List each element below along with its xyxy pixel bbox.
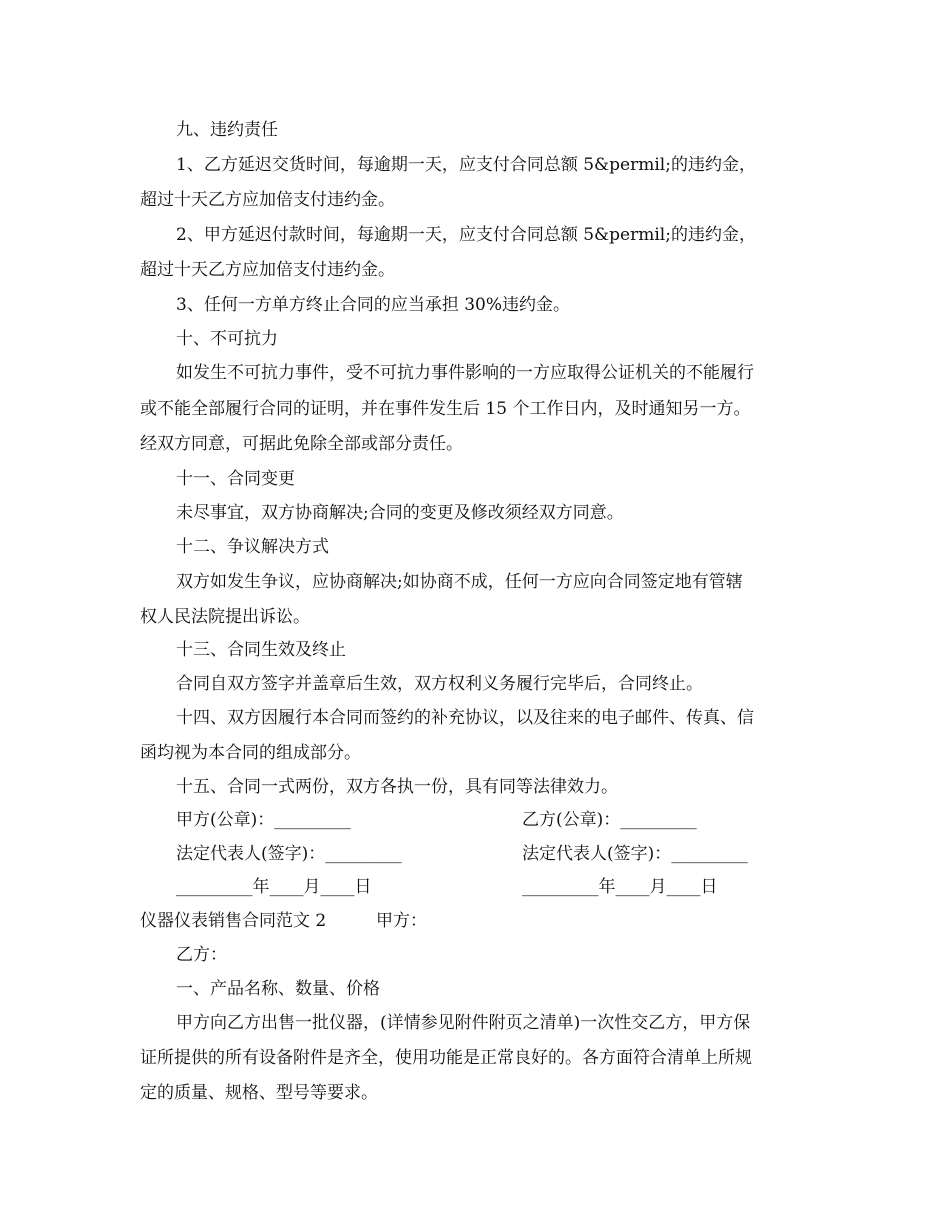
paragraph-line: 超过十天乙方应加倍支付违约金。 xyxy=(140,260,395,280)
paragraph-line: 十五、合同一式两份，双方各执一份，具有同等法律效力。 xyxy=(176,777,618,797)
section-heading-force-majeure: 十、不可抗力 xyxy=(176,329,278,349)
paragraph-line: 证所提供的所有设备附件是齐全，使用功能是正常良好的。各方面符合清单上所规 xyxy=(140,1048,752,1068)
section-heading-dispute: 十二、争议解决方式 xyxy=(176,537,329,557)
paragraph-line: 双方如发生争议，应协商解决;如协商不成，任何一方应向合同签定地有管辖 xyxy=(176,572,743,592)
paragraph-line: 十四、双方因履行本合同而签约的补充协议，以及往来的电子邮件、传真、信 xyxy=(176,708,754,728)
paragraph-line: 经双方同意，可据此免除全部或部分责任。 xyxy=(140,434,463,454)
contract2-section1-heading: 一、产品名称、数量、价格 xyxy=(176,979,380,999)
paragraph-line: 权人民法院提出诉讼。 xyxy=(140,607,310,627)
party-a-seal: 甲方(公章)：_________ xyxy=(176,810,351,830)
party-a-representative: 法定代表人(签字)：_________ xyxy=(176,844,402,864)
section-heading-breach: 九、违约责任 xyxy=(176,120,278,140)
party-b-representative: 法定代表人(签字)：_________ xyxy=(522,844,748,864)
section-heading-change: 十一、合同变更 xyxy=(176,469,295,489)
section-heading-effect: 十三、合同生效及终止 xyxy=(176,640,346,660)
contract2-party-b: 乙方： xyxy=(176,945,227,965)
paragraph-line: 合同自双方签字并盖章后生效，双方权利义务履行完毕后，合同终止。 xyxy=(176,674,703,694)
paragraph-line: 定的质量、规格、型号等要求。 xyxy=(140,1083,378,1103)
party-a-date: _________年____月____日 xyxy=(176,877,372,897)
paragraph-line: 函均视为本合同的组成部分。 xyxy=(140,743,361,763)
paragraph-line: 或不能全部履行合同的证明，并在事件发生后 15 个工作日内，及时通知另一方。 xyxy=(140,399,751,419)
paragraph-line: 如发生不可抗力事件，受不可抗力事件影响的一方应取得公证机关的不能履行 xyxy=(176,363,754,383)
contract2-title: 仪器仪表销售合同范文 2 xyxy=(140,911,327,931)
paragraph-line: 2、甲方延迟付款时间，每逾期一天，应支付合同总额 5&permil;的违约金， xyxy=(176,225,756,245)
party-b-seal: 乙方(公章)：_________ xyxy=(522,810,697,830)
paragraph-line: 超过十天乙方应加倍支付违约金。 xyxy=(140,190,395,210)
paragraph-line: 3、任何一方单方终止合同的应当承担 30%违约金。 xyxy=(176,295,571,315)
paragraph-line: 1、乙方延迟交货时间，每逾期一天，应支付合同总额 5&permil;的违约金， xyxy=(176,155,756,175)
party-b-date: _________年____月____日 xyxy=(522,877,718,897)
paragraph-line: 未尽事宜，双方协商解决;合同的变更及修改须经双方同意。 xyxy=(176,503,624,523)
paragraph-line: 甲方向乙方出售一批仪器，(详情参见附件附页之清单)一次性交乙方，甲方保 xyxy=(176,1013,751,1033)
contract2-party-a: 甲方： xyxy=(376,911,427,931)
